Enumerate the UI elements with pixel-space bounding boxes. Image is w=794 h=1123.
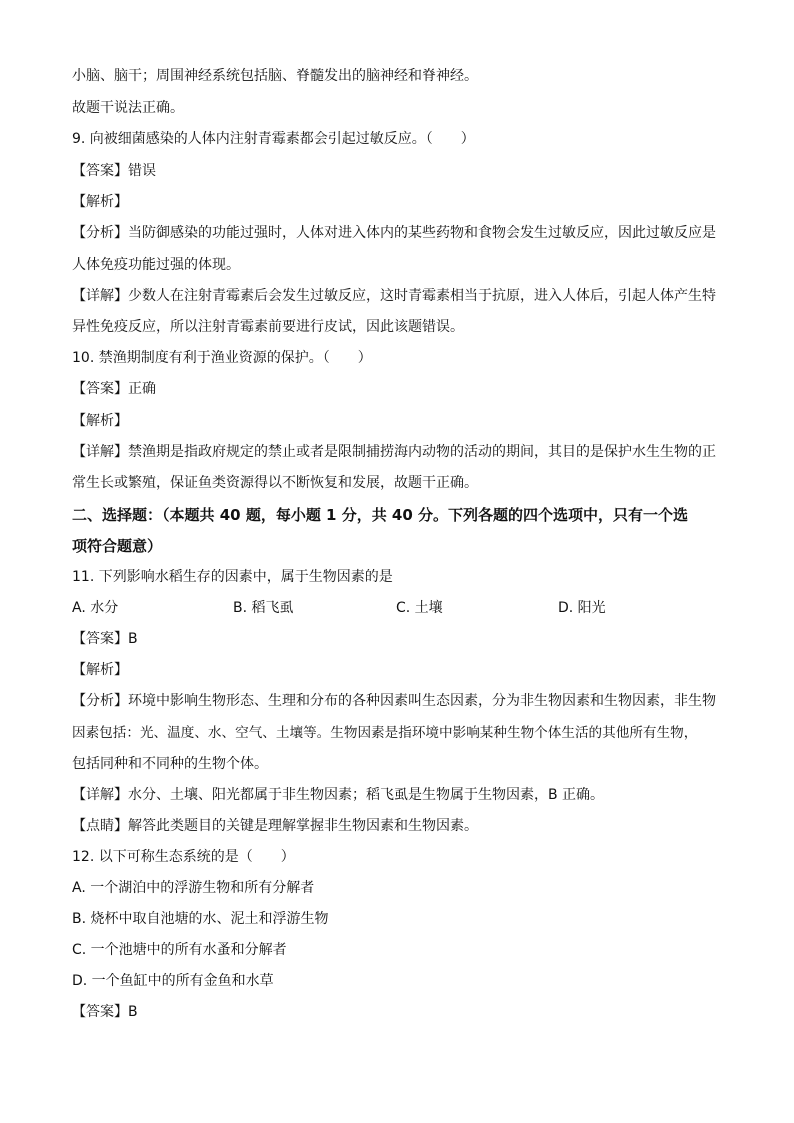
answer-tag: 【答案】	[72, 1004, 128, 1020]
option-c: C. 土壤	[396, 600, 443, 616]
analysis-tag: 【解析】	[72, 194, 128, 210]
xiangjie-line	[72, 442, 732, 462]
option-b: B. 烧杯中取自池塘的水、泥土和浮游生物	[72, 911, 329, 927]
option-a: A. 水分	[72, 600, 119, 616]
analysis-tag: 【解析】	[72, 413, 128, 429]
xiangjie-tag: 【详解】	[72, 444, 128, 460]
xiangjie-tag: 【详解】	[72, 787, 128, 803]
answer-tag: 【答案】	[72, 631, 128, 647]
answer-line	[72, 161, 732, 181]
xiangjie-line	[72, 785, 732, 805]
fenxi-text: 环境中影响生物形态、生理和分布的各种因素叫生态因素，分为非生物因素和生物因素，非生物	[128, 693, 716, 709]
answer-value: B	[128, 1004, 138, 1020]
answer-value: 错误	[128, 163, 156, 179]
text-line: 因素包括：光、温度、水、空气、土壤等。生物因素是指环境中影响某种生物个体生活的其他所有生物，	[72, 725, 698, 741]
text-line: 小脑、脑干；周围神经系统包括脑、脊髓发出的脑神经和脊神经。	[72, 68, 478, 84]
fenxi-tag: 【分析】	[72, 693, 128, 709]
xiangjie-text: 水分、土壤、阳光都属于非生物因素；稻飞虱是生物属于生物因素，B 正确。	[128, 787, 605, 803]
answer-line	[72, 379, 732, 399]
xiangjie-text: 少数人在注射青霉素后会发生过敏反应，这时青霉素相当于抗原，进入人体后，引起人体产生特	[128, 288, 716, 304]
section-heading: 二、选择题：（本题共 40 题，每小题 1 分，共 40 分。下列各题的四个选项中，只有一个选	[72, 506, 689, 524]
answer-line	[72, 1002, 732, 1022]
fenxi-line	[72, 691, 732, 711]
option-d: D. 阳光	[558, 600, 606, 616]
text-line: 异性免疫反应，所以注射青霉素前要进行皮试，因此该题错误。	[72, 319, 464, 335]
dianjing-text: 解答此类题目的关键是理解掌握非生物因素和生物因素。	[128, 818, 478, 834]
fenxi-text: 当防御感染的功能过强时，人体对进入体内的某些药物和食物会发生过敏反应，因此过敏反应是	[128, 225, 716, 241]
question-12: 12. 以下可称生态系统的是（ ）	[72, 849, 295, 865]
question-9: 9. 向被细菌感染的人体内注射青霉素都会引起过敏反应。（ ）	[72, 131, 475, 147]
xiangjie-line	[72, 286, 732, 306]
fenxi-tag: 【分析】	[72, 225, 128, 241]
answer-value: 正确	[128, 381, 156, 397]
text-line: 故题干说法正确。	[72, 100, 184, 116]
option-a: A. 一个湖泊中的浮游生物和所有分解者	[72, 880, 315, 896]
answer-line	[72, 629, 732, 649]
text-line: 常生长或繁殖，保证鱼类资源得以不断恢复和发展，故题干正确。	[72, 475, 478, 491]
answer-tag: 【答案】	[72, 381, 128, 397]
question-11: 11. 下列影响水稻生存的因素中，属于生物因素的是	[72, 569, 393, 585]
analysis-tag: 【解析】	[72, 662, 128, 678]
option-d: D. 一个鱼缸中的所有金鱼和水草	[72, 973, 274, 989]
dianjing-tag: 【点睛】	[72, 818, 128, 834]
answer-tag: 【答案】	[72, 163, 128, 179]
section-heading-cont: 项符合题意）	[72, 537, 163, 555]
xiangjie-text: 禁渔期是指政府规定的禁止或者是限制捕捞海内动物的活动的期间，其目的是保护水生生物的正	[128, 444, 716, 460]
text-line: 人体免疫功能过强的体现。	[72, 257, 240, 273]
xiangjie-tag: 【详解】	[72, 288, 128, 304]
fenxi-line	[72, 223, 732, 243]
question-10: 10. 禁渔期制度有利于渔业资源的保护。（ ）	[72, 350, 372, 366]
dianjing-line	[72, 816, 732, 836]
option-b: B. 稻飞虱	[233, 600, 294, 616]
answer-value: B	[128, 631, 138, 647]
text-line: 包括同种和不同种的生物个体。	[72, 756, 268, 772]
option-c: C. 一个池塘中的所有水蚤和分解者	[72, 942, 287, 958]
